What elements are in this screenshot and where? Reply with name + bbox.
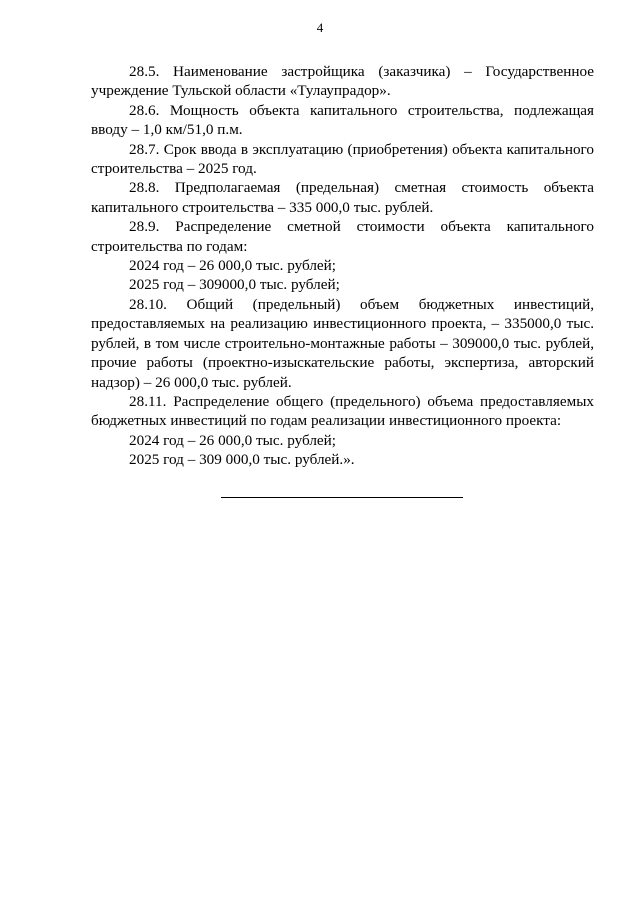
paragraph-28-6: 28.6. Мощность объекта капитального строительства, подлежащая вводу – 1,0 км/51,0 п.м. [91, 101, 594, 139]
paragraph-28-8: 28.8. Предполагаемая (предельная) сметная стоимость объекта капитального строительства – 335 000,0 тыс. рублей. [91, 179, 594, 216]
paragraph-2024-investment: 2024 год – 26 000,0 тыс. рублей; [129, 431, 337, 449]
paragraph-2024-estimate: 2024 год – 26 000,0 тыс. рублей; [129, 257, 337, 275]
paragraph-28-7: 28.7. Срок ввода в эксплуатацию (приобретения) объекта капитального строительства – 2025 год. [91, 140, 594, 178]
page-number: 4 [316, 20, 324, 35]
paragraph-2025-investment: 2025 год – 309 000,0 тыс. рублей.». [129, 451, 355, 469]
paragraph-28-9: 28.9. Распределение сметной стоимости объекта капитального строительства по годам: [91, 218, 594, 255]
paragraph-28-10: 28.10. Общий (предельный) объем бюджетных инвестиций, предоставляемых на реализацию инвестиционного проекта, – 335000,0 тыс. рублей, в том числе строительно-монтажные работы – 309000,0 тыс. рублей, прочие работы (проектно-изыскательские работы, экспертиза, авторский надзор) – 26 000,0 тыс. рублей. [91, 295, 594, 391]
paragraph-28-11: 28.11. Распределение общего (предельного) объема предоставляемых бюджетных инвестиций по годам реализации инвестиционного проекта: [91, 392, 594, 430]
document-body [91, 62, 594, 470]
paragraph-2025-estimate: 2025 год – 309000,0 тыс. рублей; [129, 276, 340, 294]
end-separator-line [221, 497, 463, 498]
paragraph-28-5: 28.5. Наименование застройщика (заказчика) – Государственное учреждение Тульской области «Тулаупрадор». [91, 63, 594, 100]
